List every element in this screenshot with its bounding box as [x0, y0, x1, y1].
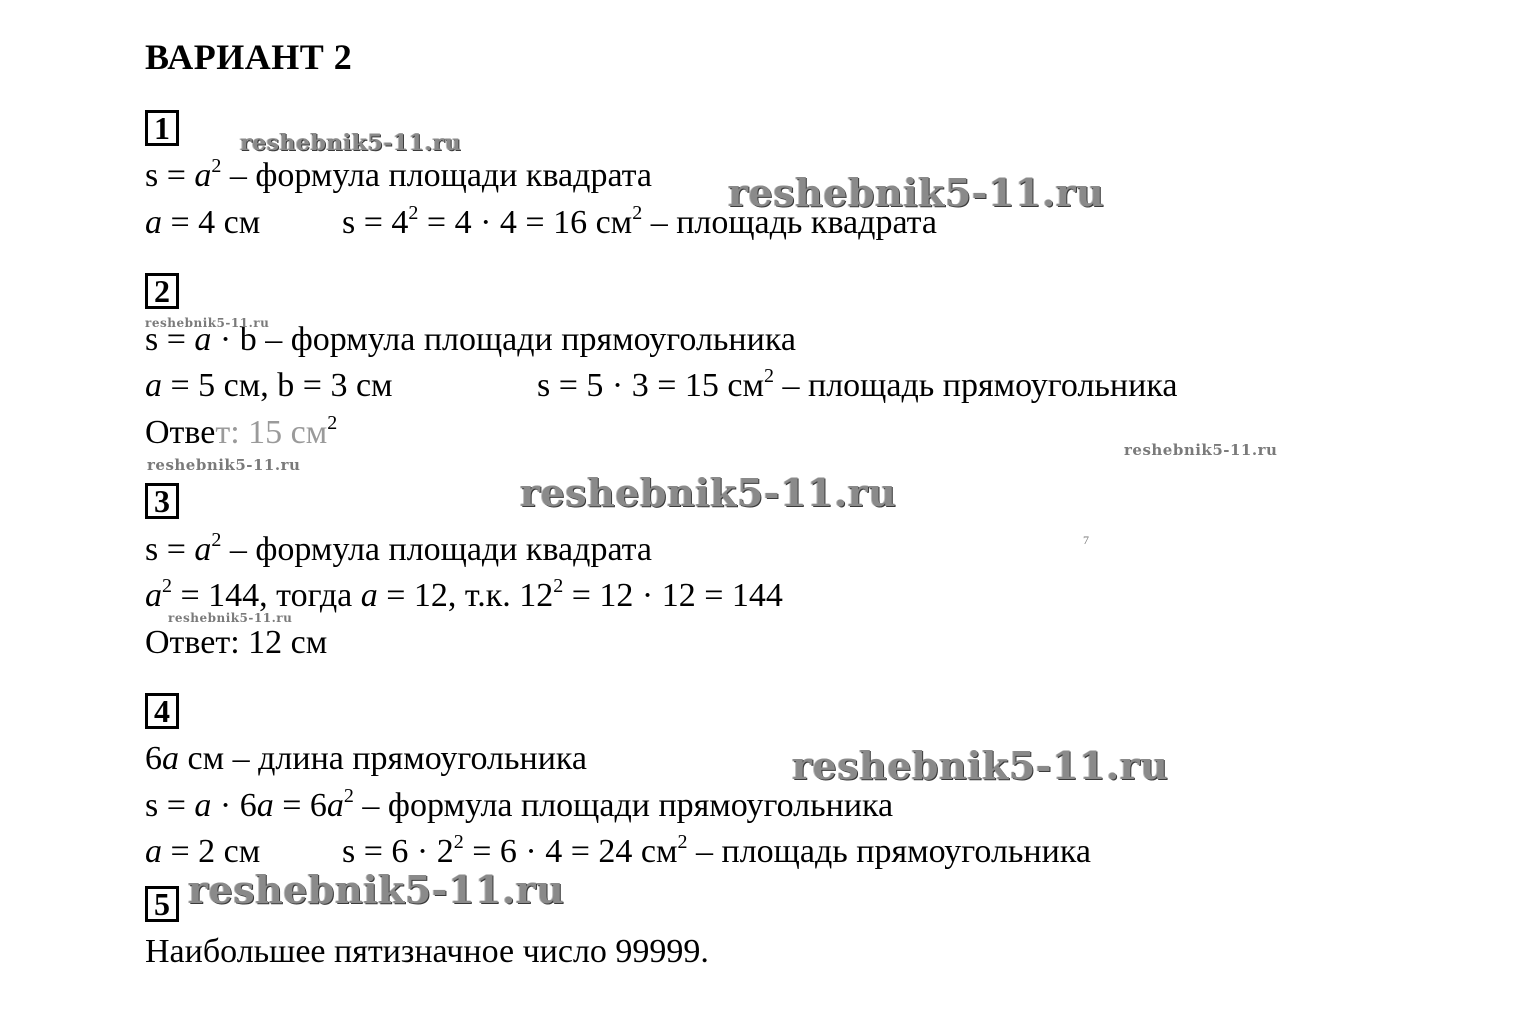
task-4-line-3a: a = 2 см: [145, 833, 261, 870]
task-1-line-1: $s = a^2$ – формула площади квадрата: [145, 155, 653, 194]
watermark: reshebnik5-11.ru: [168, 611, 293, 625]
watermark: reshebnik5-11.ru: [1124, 441, 1278, 459]
task-4-line-1: 6a см – длина прямоугольника: [145, 740, 588, 777]
task-2-line-1: s = a · b – формула площади прямоугольника: [145, 321, 796, 358]
watermark: reshebnik5-11.ru: [147, 456, 301, 474]
task-3-line-1: $s = a^2$ – формула площади квадрата: [145, 529, 653, 568]
watermark: reshebnik5-11.ru: [188, 867, 565, 912]
task-3-line-2: $a^2 = 144$, тогда a = 12, т.к. $12^2 = 12 \cdot 12 = 144$: [145, 575, 783, 614]
watermark: reshebnik5-11.ru: [145, 316, 270, 330]
task-2-number: 2: [145, 273, 179, 309]
watermark: reshebnik5-11.ru: [520, 470, 897, 515]
task-2-line-2a: a = 5 см, b = 3 см: [145, 367, 393, 404]
watermark: reshebnik5-11.ru: [792, 743, 1169, 788]
task-1-number: 1: [145, 110, 179, 146]
task-4-number: 4: [145, 693, 179, 729]
watermark: reshebnik5-11.ru: [728, 170, 1105, 215]
task-5-number: 5: [145, 886, 179, 922]
watermark: reshebnik5-11.ru: [240, 130, 462, 156]
stray-mark: 7: [1083, 533, 1089, 547]
task-1-line-2b: $s = 4^2 = 4 \cdot 4 = 16$ $см^2$ – площадь квадрата: [342, 202, 938, 241]
task-2-answer: Ответ: 15 $см^2$: [145, 412, 338, 451]
task-1-line-2a: a = 4 см: [145, 204, 261, 241]
task-3-answer: Ответ: 12 см: [145, 624, 328, 661]
task-2-line-2b: s = 5 · 3 = 15 $см^2$ – площадь прямоугольника: [537, 365, 1178, 404]
task-5-line-1: Наибольшее пятизначное число 99999.: [145, 933, 709, 970]
task-4-line-3b: $s = 6 \cdot 2^2 = 6 \cdot 4 = 24$ $см^2$ – площадь прямоугольника: [342, 831, 1091, 870]
task-4-line-2: $s = a \cdot 6a = 6a^2$ – формула площади прямоугольника: [145, 785, 894, 824]
variant-title: ВАРИАНТ 2: [145, 37, 353, 77]
task-3-number: 3: [145, 483, 179, 519]
